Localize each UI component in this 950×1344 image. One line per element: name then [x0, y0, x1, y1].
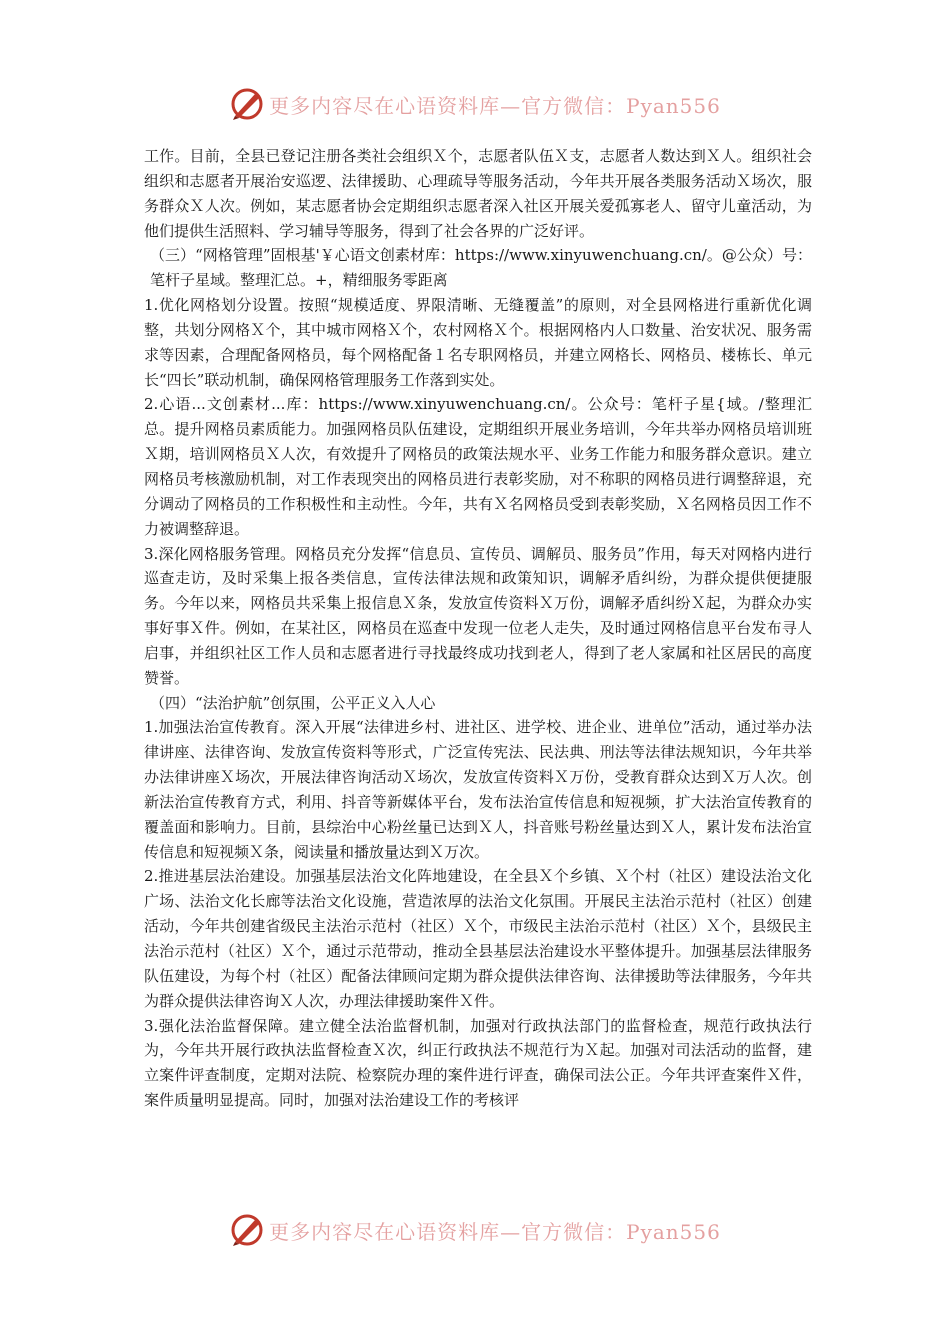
banner-text: 更多内容尽在心语资料库—官方微信：Pyan556: [269, 93, 721, 118]
section-heading: （四）“法治护航”创氛围，公平正义入人心: [150, 693, 436, 712]
paragraph: 工作。目前，全县已登记注册各类社会组织Ｘ个，志愿者队伍Ｘ支，志愿者人数达到Ｘ人。组织社会组织和志愿者开展治安巡逻、法律援助、心理疏导等服务活动，今年共开展各类服务活动Ｘ场次，服务群众Ｘ人次。例如，某志愿者协会定期组织志愿者深入社区开展关爱孤寡老人、留守儿童活动，为他们提供生活照料、学习辅导等服务，得到了社会各界的广泛好评。: [144, 147, 812, 240]
banner-text: 更多内容尽在心语资料库—官方微信：Pyan556: [269, 1219, 721, 1244]
paragraph: 2.推进基层法治建设。加强基层法治文化阵地建设，在全县Ｘ个乡镇、Ｘ个村（社区）建设法治文化广场、法治文化长廊等法治文化设施，营造浓厚的法治文化氛围。开展民主法治示范村（社区）创建活动，今年共创建省级民主法治示范村（社区）Ｘ个，市级民主法治示范村（社区）Ｘ个，县级民主法治示范村（社区）Ｘ个，通过示范带动，推动全县基层法治建设水平整体提升。加强基层法律服务队伍建设，为每个村（社区）配备法律顾问定期为群众提供法律咨询、法律援助等法律服务，今年共为群众提供法律咨询Ｘ人次，办理法律援助案件Ｘ件。: [144, 867, 812, 1010]
paragraph: 3.深化网格服务管理。网格员充分发挥“信息员、宣传员、调解员、服务员”作用，每天对网格内进行巡查走访，及时采集上报各类信息，宣传法律法规和政策知识，调解矛盾纠纷，为群众提供便捷服务。今年以来，网格员共采集上报信息Ｘ条，发放宣传资料Ｘ万份，调解矛盾纠纷Ｘ起，为群众办实事好事Ｘ件。例如，在某社区，网格员在巡查中发现一位老人走失，及时通过网格信息平台发布寻人启事，并组织社区工作人员和志愿者进行寻找最终成功找到老人，得到了老人家属和社区居民的高度赞誉。: [144, 544, 812, 687]
document-body: [144, 144, 812, 1113]
header-banner: [0, 84, 950, 124]
paragraph: 1.优化网格划分设置。按照“规模适度、界限清晰、无缝覆盖”的原则，对全县网格进行重新优化调整，共划分网格Ｘ个，其中城市网格Ｘ个，农村网格Ｘ个。根据网格内人口数量、治安状况、服务需求等因素，合理配备网格员，每个网格配备１名专职网格员，并建立网格长、网格员、楼栋长、单元长“四长”联动机制，确保网格管理服务工作落到实处。: [144, 296, 812, 389]
paragraph: 2.心语...文创素材...库：https://www.xinyuwenchuang.cn/。公众号：笔杆子星{域。/整理汇总。提升网格员素质能力。加强网格员队伍建设，定期组织开展业务培训，今年共举办网格员培训班Ｘ期，培训网格员Ｘ人次，有效提升了网格员的政策法规水平、业务工作能力和服务群众意识。建立网格员考核激励机制，对工作表现突出的网格员进行表彰奖励，对不称职的网格员进行调整辞退，充分调动了网格员的工作积极性和主动性。今年，共有Ｘ名网格员受到表彰奖励，Ｘ名网格员因工作不力被调整辞退。: [144, 395, 812, 538]
paragraph: 3.强化法治监督保障。建立健全法治监督机制，加强对行政执法部门的监督检查，规范行政执法行为，今年共开展行政执法监督检查Ｘ次，纠正行政执法不规范行为Ｘ起。加强对司法活动的监督，建立案件评查制度，定期对法院、检察院办理的案件进行评查，确保司法公正。今年共评查案件Ｘ件，案件质量明显提高。同时，加强对法治建设工作的考核评: [144, 1016, 812, 1110]
footer-banner: [0, 1210, 950, 1250]
pen-circle-logo-icon: [229, 86, 265, 122]
section-heading: （三）“网格管理”固根基'￥心语文创素材库：https://www.xinyuwenchuang.cn/。@公众）号：笔杆子星域。整理汇总。+，精细服务零距离: [150, 246, 812, 290]
pen-circle-logo-icon: [229, 1212, 265, 1248]
paragraph: 1.加强法治宣传教育。深入开展“法律进乡村、进社区、进学校、进企业、进单位”活动，通过举办法律讲座、法律咨询、发放宣传资料等形式，广泛宣传宪法、民法典、刑法等法律法规知识，今年共举办法律讲座Ｘ场次，开展法律咨询活动Ｘ场次，发放宣传资料Ｘ万份，受教育群众达到Ｘ万人次。创新法治宣传教育方式，利用、抖音等新媒体平台，发布法治宣传信息和短视频，扩大法治宣传教育的覆盖面和影响力。目前，县综治中心粉丝量已达到Ｘ人，抖音账号粉丝量达到Ｘ人，累计发布法治宣传信息和短视频Ｘ条，阅读量和播放量达到Ｘ万次。: [144, 718, 812, 861]
